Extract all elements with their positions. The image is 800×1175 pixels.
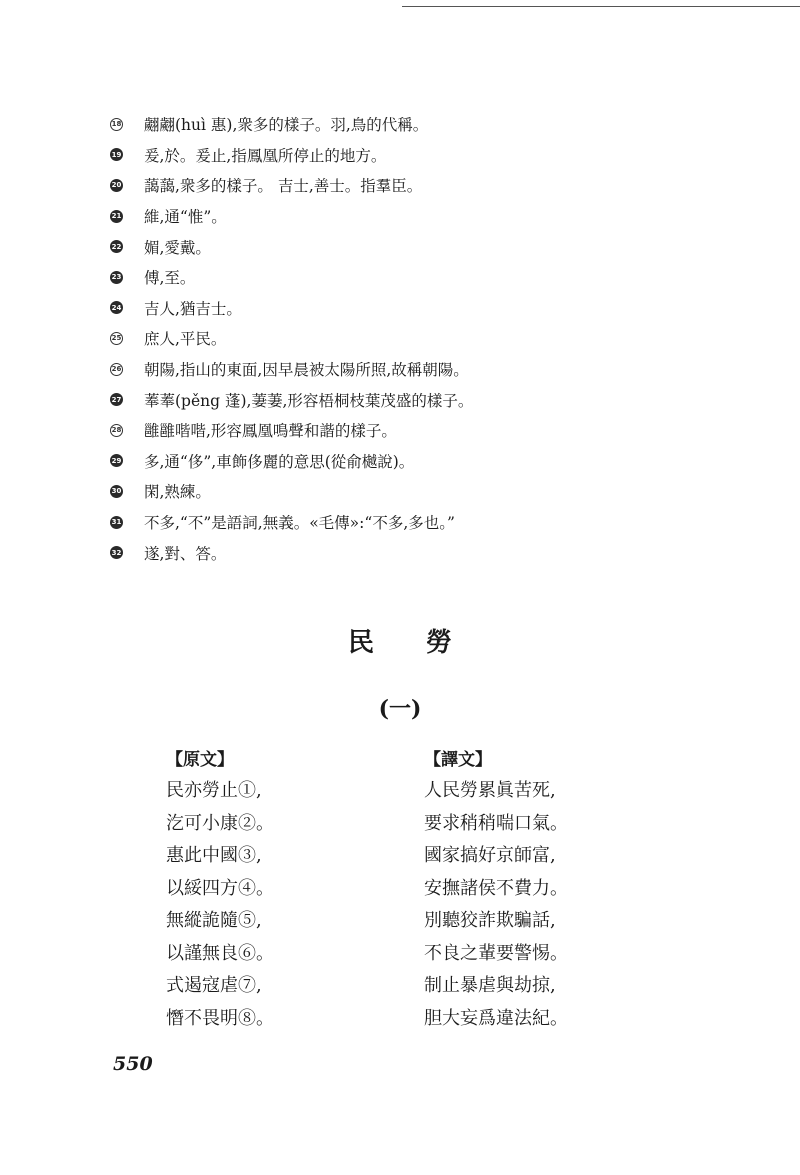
footnote-number: 24 bbox=[110, 301, 123, 314]
translation-column bbox=[424, 745, 568, 1035]
translation-header: 【譯文】 bbox=[424, 750, 492, 770]
footnote-text: 朝陽,指山的東面,因早晨被太陽所照,故稱朝陽。 bbox=[144, 361, 469, 380]
footnote-item bbox=[110, 537, 750, 568]
footnote-number: 27 bbox=[110, 393, 123, 406]
footnote-item bbox=[110, 354, 750, 385]
original-text-header: 【原文】 bbox=[166, 750, 234, 770]
translation-line: 胆大妄爲違法紀。 bbox=[424, 1007, 568, 1029]
section-heading: (一) bbox=[378, 696, 422, 722]
footnote-number: 30 bbox=[110, 485, 123, 498]
footnote-item bbox=[110, 323, 750, 354]
footnotes-list bbox=[110, 109, 750, 568]
footnote-text: 媚,愛戴。 bbox=[144, 238, 211, 257]
footnote-number: 21 bbox=[110, 210, 123, 223]
footnote-item bbox=[110, 507, 750, 538]
original-line: 惠此中國③, bbox=[166, 845, 262, 866]
footnote-text: 藹藹,衆多的樣子。 吉士,善士。指羣臣。 bbox=[144, 177, 423, 196]
footnote-item bbox=[110, 384, 750, 415]
footnote-number: 29 bbox=[110, 454, 123, 467]
footnote-text: 多,通“侈”,車飾侈麗的意思(從俞樾說)。 bbox=[144, 452, 415, 471]
translation-line: 別聽狡詐欺騙話, bbox=[424, 910, 556, 931]
translation-line: 要求稍稍喘口氣。 bbox=[424, 812, 568, 834]
footnote-text: 吉人,猶吉士。 bbox=[144, 299, 242, 318]
footnote-item bbox=[110, 415, 750, 446]
footnote-text: 庶人,平民。 bbox=[144, 330, 227, 349]
original-line: 民亦勞止①, bbox=[166, 780, 262, 801]
footnote-text: 雝雝喈喈,形容鳳凰鳴聲和諧的樣子。 bbox=[144, 422, 397, 441]
footnote-item bbox=[110, 293, 750, 324]
footnote-item bbox=[110, 476, 750, 507]
footnote-item bbox=[110, 140, 750, 171]
footnote-item bbox=[110, 446, 750, 477]
footnote-text: 翽翽(huì 惠),衆多的樣子。羽,鳥的代稱。 bbox=[144, 116, 429, 135]
footnote-item bbox=[110, 231, 750, 262]
footnote-number: 26 bbox=[110, 363, 123, 376]
footnote-text: 菶菶(pěng 蓬),萋萋,形容梧桐枝葉茂盛的樣子。 bbox=[144, 391, 474, 410]
original-line: 以謹無良⑥。 bbox=[166, 942, 274, 964]
translation-line: 安撫諸侯不費力。 bbox=[424, 877, 568, 899]
original-line: 憯不畏明⑧。 bbox=[166, 1007, 274, 1029]
footnote-number: 32 bbox=[110, 546, 123, 559]
original-text-column bbox=[166, 745, 274, 1035]
translation-line: 制止暴虐與劫掠, bbox=[424, 975, 556, 996]
footnote-number: 23 bbox=[110, 271, 123, 284]
footnote-number: 18 bbox=[110, 118, 123, 131]
poem-title: 民勞 bbox=[347, 628, 504, 658]
footnote-number: 22 bbox=[110, 240, 123, 253]
footnote-text: 閑,熟練。 bbox=[144, 483, 211, 502]
translation-line: 國家搞好京師富, bbox=[424, 845, 556, 866]
footnote-text: 傅,至。 bbox=[144, 269, 196, 288]
translation-line: 人民勞累眞苦死, bbox=[424, 780, 556, 801]
footnote-text: 維,通“惟”。 bbox=[144, 208, 227, 227]
original-line: 式遏寇虐⑦, bbox=[166, 975, 262, 996]
footnote-item bbox=[110, 170, 750, 201]
footnote-number: 19 bbox=[110, 148, 123, 161]
footnote-number: 25 bbox=[110, 332, 123, 345]
footnote-number: 28 bbox=[110, 424, 123, 437]
translation-line: 不良之輩要警惕。 bbox=[424, 942, 568, 964]
footnote-text: 遂,對、答。 bbox=[144, 544, 227, 563]
original-line: 以綏四方④。 bbox=[166, 877, 274, 899]
top-rule bbox=[402, 6, 800, 7]
footnote-text: 爰,於。爰止,指鳳凰所停止的地方。 bbox=[144, 146, 387, 165]
original-line: 無縱詭隨⑤, bbox=[166, 910, 262, 931]
footnote-text: 不多,“不”是語詞,無義。«毛傳»:“不多,多也。” bbox=[144, 514, 455, 533]
footnote-item bbox=[110, 262, 750, 293]
page-number: 550 bbox=[113, 1053, 153, 1075]
footnote-item bbox=[110, 109, 750, 140]
original-line: 汔可小康②。 bbox=[166, 812, 274, 834]
footnote-number: 20 bbox=[110, 179, 123, 192]
footnote-number: 31 bbox=[110, 516, 123, 529]
footnote-item bbox=[110, 201, 750, 232]
